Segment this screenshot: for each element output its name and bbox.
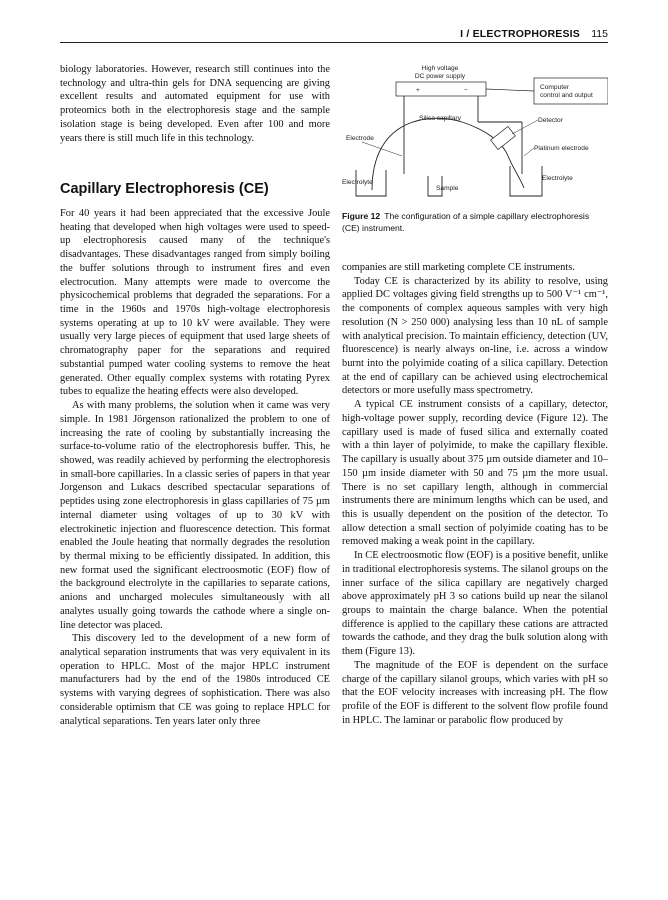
detector-label: Detector [538, 117, 563, 124]
computer-label-line2: control and output [540, 92, 593, 99]
capillary-label: Silica capillary [419, 115, 461, 122]
left-column-body [60, 207, 330, 728]
right-column-body [342, 261, 608, 727]
computer-box [534, 78, 608, 104]
power-supply-box [396, 82, 486, 96]
paragraph: In CE electroosmotic flow (EOF) is a positive benefit, unlike in traditional electrophoresis systems. The silanol groups on the inner surface of the silica capillary are negatively charged above approximately pH 3 so cations build up near the silanol groups to maintain the charge balance. When the potential difference is applied to the capillary these cations are attracted towards the cathode, and they drag the bulk solution along with them (Figure 13). [342, 550, 608, 658]
computer-link-line [486, 89, 534, 91]
detector-box [491, 126, 516, 149]
minus-sign: − [464, 87, 468, 94]
electrolyte-left-label: Electrolyte [342, 179, 373, 186]
computer-label-line1: Computer [540, 84, 569, 91]
sample-label: Sample [436, 185, 459, 192]
paragraph: The magnitude of the EOF is dependent on the surface charge of the capillary silanol groups, which varies with pH so that the EOF velocity increases with increasing pH. The flow profile of the EOF is different to the solvent flow profile found in HPLC. The laminar or parabolic flow produced by [342, 659, 608, 726]
electrode-label: Electrode [346, 135, 374, 142]
left-column-top [60, 63, 330, 145]
figure-caption-label: Figure 12 [342, 211, 381, 221]
plus-sign: + [416, 87, 420, 94]
figure-caption [342, 211, 608, 234]
paragraph: Today CE is characterized by its ability to resolve, using applied DC voltages giving field strengths up to 500 V⁻¹ cm⁻¹, the components of complex aqueous samples with very high resolution (N > 250 000) analysing less than 10 nL of sample with analytical precision. To maintain efficiency, detection (UV, fluorescence) is nearly always on-line, i.e. across a window burnt into the polyimide coating of a silica capillary. Detection at the end of capillary can be achieved using electrochemical detectors or more usefully mass spectrometry. [342, 275, 608, 397]
running-header [60, 28, 608, 43]
electrode-pointer [362, 142, 402, 156]
electrolyte-right-label: Electrolyte [542, 175, 573, 182]
paragraph: A typical CE instrument consists of a capillary, detector, high-voltage power supply, recording device (Figure 12). The capillary used is made of fused silica and externally coated with a thin layer of polyimide, to make the capillary flexible. The capillary is usually about 375 µm outside diameter and 10–150 µm inside diameter with 50 and 75 µm the more usual. There is no set capillary length, although in commercial instruments there are minimum lengths which can be used, and this is usually dependent on the position of the detector. To allow detection a small section of polyimide coating has to be removed making a weak point in the capillary. [342, 399, 608, 548]
paragraph: For 40 years it had been appreciated that the excessive Joule heating that developed when high voltages were used to speed-up electrophoresis caused many of the technique's disadvantages. These disadvantages ranged from simply boiling the buffer solutions through to instrument fires and even electrocution. Many attempts were made to overcome the physicochemical problems that degraded the separations. For a time in the 1960s and 1970s high-voltage electrophoresis systems operating at up to 10 kV were available. They were usually very large pieces of equipment that used large sheets of chromatography paper for the separations and required substantial pumped water cooling systems to remove the heat generated. Other equally complex systems with rotating Pyrex tubes to equalize the heating effects were also developed. [60, 208, 330, 398]
figure-ce-instrument [342, 62, 608, 202]
paragraph: This discovery led to the development of a new form of analytical separation instruments that was very equivalent in its operation to HPLC. Most of the major HPLC instrument manufacturers had by the end of the 1980s introduced CE systems with varying degrees of sophistication. There was also considerable optimism that CE was going to replace HPLC for analytical separations. Ten years later only three [60, 633, 330, 727]
silica-capillary [372, 118, 524, 190]
power-supply-label-line2: DC power supply [414, 73, 466, 80]
paragraph: As with many problems, the solution when it came was very simple. In 1981 Jörgenson rationalized the problem to one of increasing the rate of cooling by substantially increasing the surface-to-volume ratio of the electrophoresis buffer. This, he showed, was readily achieved by performing the electrophoresis in small-bore capillaries. In a classic series of papers in that year Jorgenson and Lukacs described spectacular separations of peptides using zone electrophoresis in glass capillaries of 75 µm internal diameter using voltages of up to 30 kV with electrokinetic injection and fluorescence detection. This format enabled the Joule heating that normally degrades the resolution by thermal mixing to be efficiently dissipated. In addition, this new format used the significant electroosmotic (EOF) flow of the background electrolyte in the capillaries to separate cations, anions and uncharged molecules simultaneously with all analytes usually going towards the cathode where a single on-line detector was placed. [60, 400, 330, 631]
paragraph: biology laboratories. However, research still continues into the technology and ultra-thin gels for DNA sequencing are giving excellent results and automated equipment for use with proteomics both in the electrophoresis stage and the sample isolation stage is being developed. Even after 100 and more years there is still much life in this technology. [60, 64, 330, 144]
platinum-label: Platinum electrode [534, 145, 589, 152]
ce-diagram [342, 62, 608, 202]
figure-caption-text: The configuration of a simple capillary electrophoresis (CE) instrument. [342, 211, 590, 233]
platinum-pointer [524, 148, 534, 156]
section-heading: Capillary Electrophoresis (CE) [60, 181, 269, 197]
page-number: 115 [591, 28, 608, 40]
paragraph: companies are still marketing complete CE instruments. [342, 262, 575, 273]
running-header-section: I / ELECTROPHORESIS [460, 28, 580, 40]
power-supply-label-line1: High voltage [421, 65, 459, 72]
